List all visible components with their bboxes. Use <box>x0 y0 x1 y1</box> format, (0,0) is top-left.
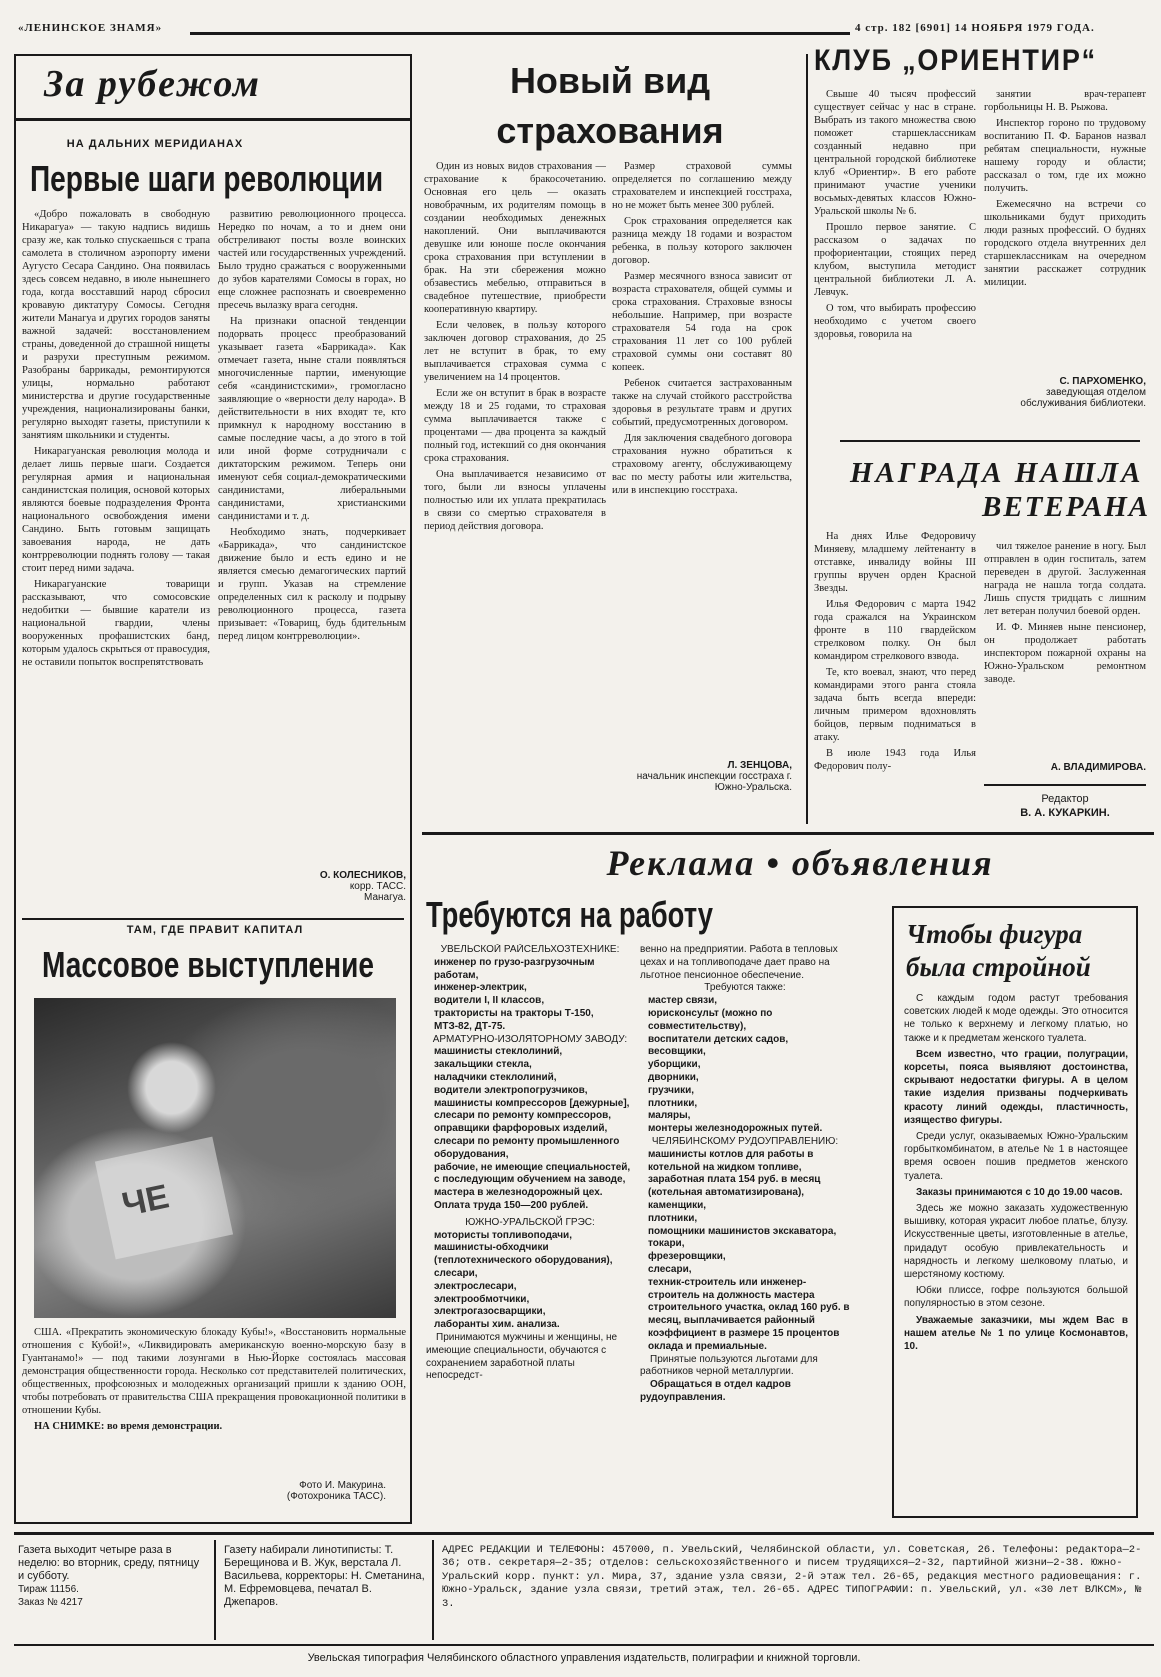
footer-printer: Увельская типография Челябинского областного управления издательств, полиграфии и книжной торговли. <box>307 1652 861 1664</box>
photo-credit: Фото И. Макурина. (Фотохроника ТАСС). <box>286 1480 386 1502</box>
jobs-list-col2: венно на предприятии. Работа в тепловых цехах и на топливоподаче дает право на льготное пенсионное обеспечение. Требуются также: мастер связи, юрисконсульт (можно по совместительству), воспитатели детских садов, весовщики, уборщики, дворники, грузчики, плотники, маляры, монтеры железнодорожных путей. ЧЕЛЯБИНСКОМУ РУДОУПРАВЛЕНИЮ: машинисты котлов для работы в котельной на жидком топливе, заработная плата 154 руб. в месяц (котельная автоматизирована), каменщики, плотники, помощники машинистов экскаватора, токари, фрезеровщики, слесари, техник-строитель или инженер-строитель на должность мастера строительного участка, оклад 160 руб. в месяц, выплачивается районный коэффициент в размере 15 процентов оклада и премиальные. Принятые пользуются льготами для работников черной металлургии. Обращаться в отдел кадров рудоуправления. <box>640 944 850 1403</box>
club-divider <box>840 440 1140 442</box>
footer-divider-1 <box>214 1540 216 1640</box>
footer-bottom-rule <box>14 1644 1154 1646</box>
signature-vladimirova: А. ВЛАДИМИРОВА. <box>1050 762 1146 773</box>
article-insurance-col1: Один из новых видов страхования — страхование к бракосочетанию. Основная его цель — оказать новобрачным, их родителям помощь в создании необходимых денежных накоплений. Они выплачиваются девушке или юноше после окончания срока страхования при вступлении в брак. На эти сбережения можно обзавестись мебелью, отправиться в свадебное путешествие, приобрести кооперативную квартиру. Если человек, в пользу которого заключен договор страхования, до 25 лет не вступит в брак, то ему выплачивается страховая сумма с увеличением на 14 процентов. Если же он вступит в брак в возрасте между 18 и 25 годами, то страховая сумма выплачивается также с процентами — два процента за каждый полный год, истекший со дня окончания срока страхования. Она выплачивается независимо от того, были ли взносы уплачены полностью или их уплата прекратилась в связи со смертью страхователя в период действия договора. <box>424 161 606 532</box>
headline-jobs: Требуются на работу <box>426 894 714 935</box>
headline-first-steps: Первые шаги революции <box>30 158 384 199</box>
photo-caption: США. «Прекратить экономическую блокаду Кубы!», «Восстановить нормальные отношения с Кубой!», «Ликвидировать американскую военно-морскую базу в Гуантанамо!» — под такими лозунгами в Нью-Йорке состоялась массовая демонстрация общественности города. Несколько сот представителей политических, общественных, профсоюзных и молодежных организаций пришли к зданию ООН, чтобы потребовать от правительства США прекращения провокационной политики в отношении Кубы. НА СНИМКЕ: во время демонстрации. <box>22 1327 406 1432</box>
headline-mass-action: Массовое выступление <box>42 944 375 985</box>
rubric-rule <box>14 118 412 121</box>
footer-typesetting: Газету набирали линотиписты: Т. Берещинова и В. Жук, верстала Л. Васильева, корректоры: Н. Сметанина, М. Ефремовцева, печатал В. Джепаров. <box>224 1544 425 1608</box>
article-club-col1: Свыше 40 тысяч профессий существует сейчас у нас в стране. Выбрать из такого множества свою поможет старшеклассникам созданный недавно при центральной городской библиотеке клуб «Ориентир». В его работе принимают участие ученики восьмых-девятых классов Южно-Уральской школы № 6. Прошло первое занятие. С рассказом о задачах по профориентации, стоящих перед клубом, выступила методист центральной библиотеки Л. А. Левчук. О том, что выбирать профессию необходимо с учетом своего здоровья, говорила на <box>814 89 976 340</box>
footer-top-rule <box>14 1532 1154 1535</box>
masthead-name: «ЛЕНИНСКОЕ ЗНАМЯ» <box>18 22 163 34</box>
footer-schedule: Газета выходит четыре раза в неделю: во вторник, среду, пятницу и субботу. Тираж 11156. Заказ № 4217 <box>18 1544 200 1608</box>
demonstration-photo <box>34 998 396 1318</box>
masthead-rule <box>190 32 850 35</box>
article-first-steps-col2: развитию революционного процесса. Нередко по ночам, а то и днем они обстреливают посты возле воинских частей или государственных учреждений. Было трудно сражаться с вооруженными до зубов карателями Сомосы в горах, но еще сложнее распознать и своевременно пресечь вылазку врага сегодня. На признаки опасной тенденции подорвать процесс преобразований указывает газета «Баррикада». Как отмечает газета, ныне стали появляться многочисленные партии, именующие себя «сандинистскими», громогласно заявляющие о «верности делу народа». В действительности в них входят те, кто примкнул к народному восстанию в самые последние часы, а до этого в той или иной форме сотрудничали с диктаторским режимом. Теперь они именуют себя социал-демократическими сандинистами, либеральными сандинистами, христианскими сандинистами и т. д. Необходимо знать, подчеркивает «Баррикада», что сандинистское движение было и есть едино и не является смесью демагогических партий и групп. Указав на стремление определенных сил к расколу и подрыву революционного процесса, газета призывает: «Товарищ, будь бдительным перед лицом контрреволюции». <box>218 209 406 642</box>
headline-award: НАГРАДА НАШЛА ВЕТЕРАНА <box>850 457 1151 523</box>
footer-address: АДРЕС РЕДАКЦИИ И ТЕЛЕФОНЫ: 457000, п. Увельский, Челябинской области, ул. Советская, 26. Телефоны: редактора—2-36; отв. секретаря—2-35; отделов: сельскохозяйственного и писем трудящихся—2-32, партийной жизни—2-38. Южно-Уральский корр. пункт: ул. Мира, 37, здание узла связи, 2-й этаж тел. 26-65, редакция местного радиовещания: г. Южно-Уральск, здание узла связи, третий этаж, тел. 26-65. АДРЕС ТИПОГРАФИИ: п. Увельский, ул. «30 лет ВЛКСМ», № 3. <box>442 1544 1142 1610</box>
editor-credit: Редактор В. А. КУКАРКИН. <box>1020 793 1110 819</box>
article-club-col2: занятии врач-терапевт горбольницы Н. В. Рыжова. Инспектор гороно по трудовому воспитанию П. Ф. Баранов назвал ребятам специальности, нужные нашему городу и области; рассказал о том, где их можно получить. Ежемесячно на встречи со школьниками будут приходить люди разных профессий. О буднях городского отдела внутренних дел старшеклассникам на очередном занятии расскажет сотрудник милиции. <box>984 89 1146 288</box>
kicker-far-meridians: НА ДАЛЬНИХ МЕРИДИАНАХ <box>66 138 244 150</box>
column-divider <box>806 54 808 824</box>
kicker-capital: ТАМ, ГДЕ ПРАВИТ КАПИТАЛ <box>126 924 304 936</box>
editor-rule <box>984 784 1146 786</box>
footer-divider-2 <box>432 1540 434 1640</box>
article-award-col1: На днях Илье Федоровичу Миняеву, младшему лейтенанту в отставке, инвалиду войны III группы вручен орден Красной Звезды. Илья Федорович с марта 1942 года сражался на Украинском фронте в 110 гвардейском стрелковом полку. Он был командиром стрелкового взвода. Те, кто воевал, знают, что перед командирами этого ранга стояла задача быть всегда впереди: личным примером вдохновлять бойцов, первым подниматься в атаку. В июле 1943 года Илья Федорович полу- <box>814 531 976 772</box>
headline-insurance: Новый вид страхования <box>496 60 724 151</box>
headline-club: КЛУБ „ОРИЕНТИР“ <box>814 44 1097 77</box>
ad-figure-text: С каждым годом растут требования советских людей к моде одежды. Это относится не только к верхнему и легкому платью, но также и к предметам женского туалета. Всем известно, что грации, полуграции, корсеты, пояса выявляют достоинства, скрывают недостатки фигуры. А в целом такие изделия призваны подчеркивать красоту линий одежды, пластичность, изящество фигуры. Среди услуг, оказываемых Южно-Уральским горбыткомбинатом, в ателье № 1 в настоящее время освоен пошив предметов женского туалета. Заказы принимаются с 10 до 19.00 часов. Здесь же можно заказать художественную вышивку, которая украсит любое платье, блузу. Искусственные цветы, изготовленные в ателье, придадут особую привлекательность и нарядность и легкому шелковому платью, и шерстяному костюму. Юбки плиссе, гофре пользуются большой популярностью в этом сезоне. Уважаемые заказчики, мы ждем Вас в нашем ателье № 1 по улице Космонавтов, 10. <box>904 993 1128 1353</box>
signature-parkhomenko: С. ПАРХОМЕНКО, заведующая отделом обслуживания библиотеки. <box>1020 376 1146 409</box>
article-award-col2: чил тяжелое ранение в ногу. Был отправлен в один госпиталь, затем переведен в другой. Заслуженная награда не нашла тогда солдата. Лишь спустя тридцать с лишним лет ветеран получил боевой орден. И. Ф. Миняев ныне пенсионер, он продолжает работать инспектором пожарной охраны на Южно-Уральском ремонтном заводе. <box>984 541 1146 685</box>
protest-sign: ЧЕ <box>95 1137 233 1260</box>
article-first-steps-col1: «Добро пожаловать в свободную Никарагуа» — такую надпись видишь сразу же, как только спускаешься с трапа самолета в столичном аэропорту имени Аугусто Сесара Сандино. Она появилась здесь совсем недавно, в июле нынешнего года, когда восставший народ сбросил кровавую диктатуру Сомосы. Сегодня жители Манагуа и других городов заняты важной задачей: восстановлением страны, доведенной до страшной нищеты и разрухи преступным режимом. Разобраны баррикады, ремонтируются улицы, нормально работают министерства и другие государственные учреждения, национализированы банки, регулярно выходят газеты, приступили к занятиям школьники и студенты. Никарагуанская революция молода и делает лишь первые шаги. Создается регулярная армия и национальная сандинистская полиция, основой которых являются боевые подразделения Фронта национального освобождения имени Сандино. Быть готовым защищать завоевания народа, не дать контрреволюции поднять голову — такая стоит перед ними задача. Никарагуанские товарищи рассказывают, что сомосовские недобитки — бывшие каратели из национальной гвардии, члены вооруженных профашистских банд, которым удалось скрыться от правосудия, не оставили попыток воспрепятствовать <box>22 209 210 668</box>
masthead-info: 4 стр. 182 [6901] 14 НОЯБРЯ 1979 ГОДА. <box>855 22 1095 34</box>
ads-banner: Реклама • объявления <box>606 843 994 883</box>
ads-top-rule <box>422 832 1154 835</box>
signature-zentsova: Л. ЗЕНЦОВА, начальник инспекции госстраха г. Южно-Уральска. <box>636 760 792 793</box>
article-insurance-col2: Размер страховой суммы определяется по соглашению между страхователем и инспекцией госстраха, но не может быть менее 300 рублей. Срок страхования определяется как разница между 18 годами и возрастом ребенка, в пользу которого заключен договор. Размер месячного взноса зависит от возраста страхователя, общей суммы и срока страхования. Страховые взносы небольшие. Например, при возрасте страхователя 54 года на срок страхования 11 лет со 100 рублей страховой суммы они составят 80 копеек. Ребенок считается застрахованным также на случай стойкого расстройства здоровья в результате травм и других событий, предусмотренных договором. Для заключения свадебного договора страхования нужно обратиться к страховому агенту, обслуживающему вас по месту работы или жительства, или в инспекцию госстраха. <box>612 161 792 496</box>
abroad-divider <box>22 918 404 920</box>
headline-figure: Чтобы фигура была стройной <box>906 919 1091 982</box>
abroad-rubric: За рубежом <box>44 63 261 105</box>
jobs-list-col1: УВЕЛЬСКОЙ РАЙСЕЛЬХОЗТЕХНИКЕ: инженер по грузо-разгрузочным работам, инженер-электрик, водители I, II классов, трактористы на тракторы Т-150, МТЗ-82, ДТ-75. АРМАТУРНО-ИЗОЛЯТОРНОМУ ЗАВОДУ: машинисты стеклолиний, закальщики стекла, наладчики стеклолиний, водители электропогрузчиков, машинисты компрессоров [дежурные], слесари по ремонту компрессоров, оправщики фарфоровых изделий, слесари по ремонту промышленного оборудования, рабочие, не имеющие специальностей, с последующим обучением на заводе, мастера в железнодорожный цех. Оплата труда 150—200 рублей. ЮЖНО-УРАЛЬСКОЙ ГРЭС: мотористы топливоподачи, машинисты-обходчики (теплотехнического оборудования), слесари, электрослесари, электрообмотчики, электрогазосварщики, лаборанты хим. анализа. Принимаются мужчины и женщины, не имеющие специальности, обучаются с сохранением заработной платы непосредст- <box>426 944 631 1382</box>
signature-kolesnikov: О. КОЛЕСНИКОВ, корр. ТАСС. Манагуа. <box>319 870 406 903</box>
